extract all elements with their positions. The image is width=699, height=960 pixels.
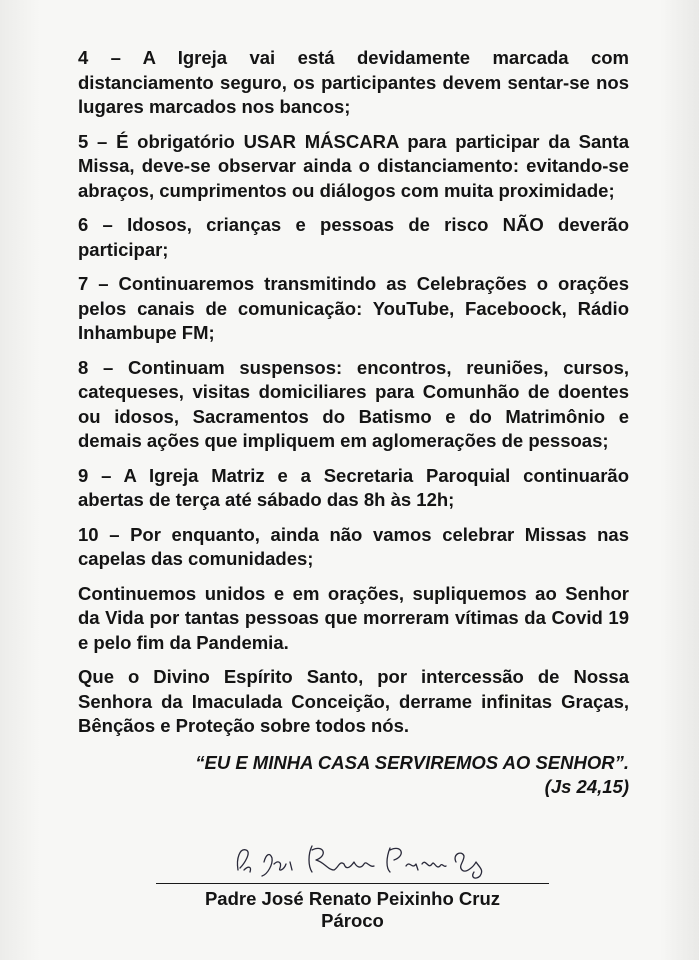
- paragraph-closing-prayer: Continuemos unidos e em orações, supliquemos ao Senhor da Vida por tantas pessoas que morreram vítimas da Covid 19 e pelo fim da Pandemia.: [78, 582, 629, 653]
- paragraph-item-7: 7 – Continuaremos transmitindo as Celebrações o orações pelos canais de comunicação: YouTube, Faceboock, Rádio Inhambupe FM;: [78, 273, 629, 343]
- paragraph-blessing: Que o Divino Espírito Santo, por intercessão de Nossa Senhora da Imaculada Conceição, derrame infinitas Graças, Bênçãos e Proteção sobre todos nós.: [78, 666, 629, 736]
- paragraph-item-5: 5 – É obrigatório USAR MÁSCARA para participar da Santa Missa, deve-se observar ainda o distanciamento: evitando-se abraços, cumprimentos ou diálogos com muita proximidade;: [78, 130, 629, 201]
- signer-role: Pároco: [321, 910, 384, 931]
- paragraph-item-8: 8 – Continuam suspensos: encontros, reuniões, cursos, catequeses, visitas domiciliares para Comunhão de doentes ou idosos, Sacramentos do Batismo e do Matrimônio e demais ações que impliquem em aglomerações de pessoas;: [78, 356, 629, 451]
- paragraph-item-6: 6 – Idosos, crianças e pessoas de risco NÃO deverão participar;: [78, 214, 629, 260]
- paragraph-item-4: 4 – A Igreja vai está devidamente marcada com distanciamento seguro, os participantes devem sentar-se nos lugares marcados nos bancos;: [78, 47, 629, 117]
- bible-quote-reference: (Js 24,15): [544, 776, 629, 797]
- paragraph-item-9: 9 – A Igreja Matriz e a Secretaria Paroquial continuarão abertas de terça até sábado das 8h às 12h;: [78, 464, 629, 510]
- signer-name: Padre José Renato Peixinho Cruz: [204, 888, 501, 909]
- handwritten-signature: [230, 840, 490, 882]
- document-body: [78, 46, 629, 800]
- paragraph-item-10: 10 – Por enquanto, ainda não vamos celebrar Missas nas capelas das comunidades;: [78, 523, 629, 569]
- signature-line: [156, 883, 549, 884]
- bible-quote: “EU E MINHA CASA SERVIREMOS AO SENHOR”.: [195, 751, 629, 773]
